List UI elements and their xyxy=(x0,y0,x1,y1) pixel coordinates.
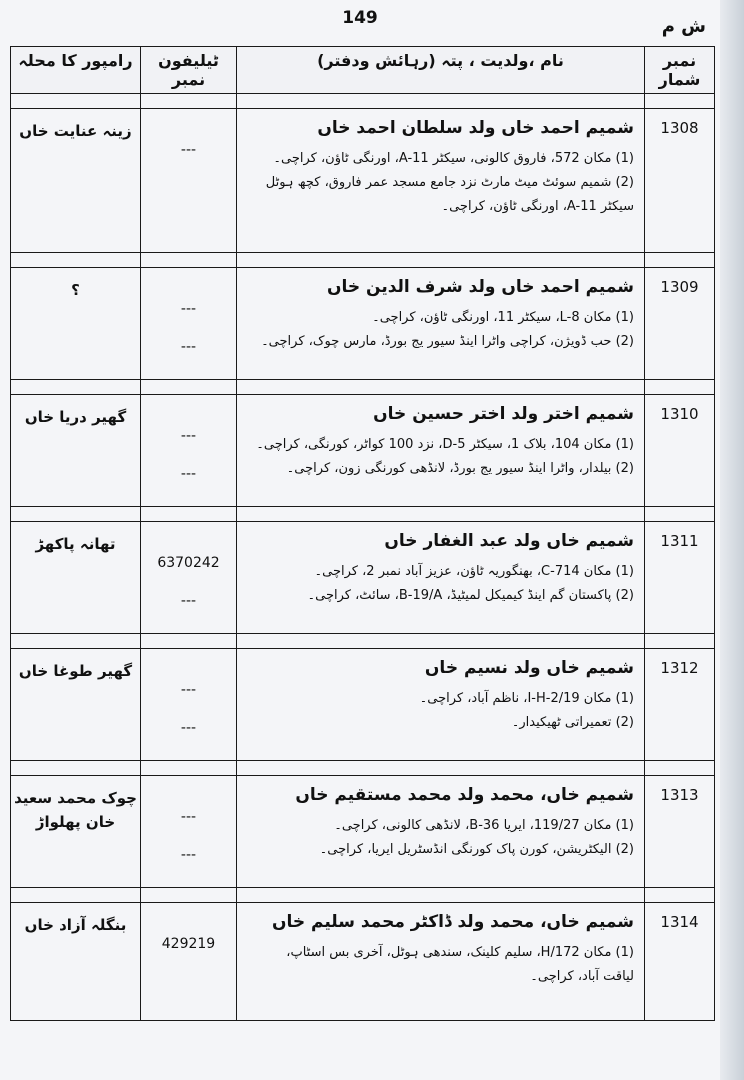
address-line: (2) بیلدار، واٹرا اینڈ سیور یج بورڈ، لانڈھی کورنگی زون، کراچی۔ xyxy=(286,461,634,476)
mohalla-name: زینہ عنایت خاں xyxy=(11,109,141,253)
records-table xyxy=(10,46,715,1021)
entry-cell xyxy=(237,395,645,507)
phone-cell xyxy=(141,522,237,634)
phone-value: --- xyxy=(180,301,197,317)
address-line: (1) مکان C-714، بھنگوریہ ٹاؤن، عزیز آباد نمبر 2، کراچی۔ xyxy=(314,564,634,579)
mohalla-name: گھیر طوغا خاں xyxy=(11,649,141,761)
header-phone: ٹیلیفون نمبر xyxy=(141,47,237,94)
table-row xyxy=(11,522,715,634)
serial-number: 1314 xyxy=(645,903,715,1021)
address-line: (2) شمیم سوئٹ میٹ مارٹ نزد جامع مسجد عمر فاروق، کچھ ہوٹل xyxy=(265,175,634,190)
phone-value: --- xyxy=(180,593,197,609)
entry-name: شمیم اختر ولد اختر حسین خاں xyxy=(373,404,634,424)
mohalla-name: ؟ xyxy=(11,268,141,380)
row-spacer xyxy=(11,253,715,268)
table-row xyxy=(11,109,715,253)
address-line: (2) حب ڈویژن، کراچی واٹرا اینڈ سیور یج بورڈ، مارس چوک، کراچی۔ xyxy=(261,334,634,349)
corner-mark: ش م xyxy=(661,16,706,37)
page-number: 149 xyxy=(342,8,378,28)
row-spacer xyxy=(11,94,715,109)
header-mohalla: رامپور کا محلہ xyxy=(11,47,141,94)
phone-value: --- xyxy=(180,142,197,158)
phone-cell xyxy=(141,395,237,507)
table-row xyxy=(11,776,715,888)
entry-cell xyxy=(237,522,645,634)
header-name-address: نام ،ولدیت ، پتہ (رہائش ودفتر) xyxy=(237,47,645,94)
row-spacer xyxy=(11,634,715,649)
address-line: (1) مکان H/172، سلیم کلینک، سندھی ہوٹل، آخری بس اسٹاپ، xyxy=(286,945,634,960)
mohalla-name: تھانہ پاکھڑ xyxy=(11,522,141,634)
phone-cell xyxy=(141,649,237,761)
row-spacer xyxy=(11,888,715,903)
table-row xyxy=(11,903,715,1021)
table-row xyxy=(11,395,715,507)
address-line: سیکٹر A-11، اورنگی ٹاؤن، کراچی۔ xyxy=(441,199,634,214)
phone-value: --- xyxy=(180,847,197,863)
row-spacer xyxy=(11,380,715,395)
phone-value: --- xyxy=(180,466,197,482)
phone-value: 429219 xyxy=(161,936,216,952)
phone-cell xyxy=(141,903,237,1021)
address-line: (2) پاکستان گم اینڈ کیمیکل لمیٹیڈ، B-19/A، سائٹ، کراچی۔ xyxy=(307,588,634,603)
address-line: (1) مکان L-8، سیکٹر 11، اورنگی ٹاؤن، کراچی۔ xyxy=(372,310,634,325)
phone-cell xyxy=(141,776,237,888)
address-line: (2) تعمیراتی ٹھیکیدار۔ xyxy=(511,715,634,730)
address-line: (1) مکان 104، بلاک 1، سیکٹر D-5، نزد 100 کواٹر، کورنگی، کراچی۔ xyxy=(256,437,634,452)
phone-cell xyxy=(141,109,237,253)
phone-value: 6370242 xyxy=(157,555,220,571)
phone-value: --- xyxy=(180,720,197,736)
entry-cell xyxy=(237,109,645,253)
entry-name: شمیم خاں ولد عبد الغفار خاں xyxy=(384,531,634,551)
serial-number: 1308 xyxy=(645,109,715,253)
entry-name: شمیم خاں، محمد ولد ڈاکٹر محمد سلیم خاں xyxy=(271,912,634,932)
phone-value: --- xyxy=(180,339,197,355)
table-row xyxy=(11,649,715,761)
entry-name: شمیم احمد خاں ولد شرف الدین خاں xyxy=(326,277,634,297)
serial-number: 1311 xyxy=(645,522,715,634)
entry-cell xyxy=(237,903,645,1021)
address-line: (2) الیکٹریشن، کورن پاک کورنگی انڈسٹریل ایریا، کراچی۔ xyxy=(319,842,634,857)
records-body xyxy=(11,94,715,1021)
address-line: (1) مکان I-H-2/19، ناظم آباد، کراچی۔ xyxy=(419,691,634,706)
entry-cell xyxy=(237,649,645,761)
serial-number: 1309 xyxy=(645,268,715,380)
entry-cell xyxy=(237,776,645,888)
address-line: (1) مکان 119/27، ایریا B-36، لانڈھی کالونی، کراچی۔ xyxy=(334,818,634,833)
mohalla-name: گھیر دریا خاں xyxy=(11,395,141,507)
table-header-row xyxy=(11,47,715,94)
page-edge xyxy=(720,0,744,1080)
header-serial: نمبر شمار xyxy=(645,47,715,94)
mohalla-name: بنگلہ آزاد خاں xyxy=(11,903,141,1021)
phone-cell xyxy=(141,268,237,380)
serial-number: 1313 xyxy=(645,776,715,888)
entry-name: شمیم خاں ولد نسیم خاں xyxy=(424,658,634,678)
phone-value: --- xyxy=(180,428,197,444)
serial-number: 1310 xyxy=(645,395,715,507)
address-line: لیاقت آباد، کراچی۔ xyxy=(530,969,634,984)
phone-value: --- xyxy=(180,682,197,698)
entry-name: شمیم خاں، محمد ولد محمد مستقیم خاں xyxy=(295,785,634,805)
phone-value: --- xyxy=(180,809,197,825)
address-line: (1) مکان 572، فاروق کالونی، سیکٹر A-11، اورنگی ٹاؤن، کراچی۔ xyxy=(273,151,634,166)
row-spacer xyxy=(11,761,715,776)
serial-number: 1312 xyxy=(645,649,715,761)
entry-cell xyxy=(237,268,645,380)
mohalla-name: چوک محمد سعید خان پھلواڑ xyxy=(11,776,141,888)
table-row xyxy=(11,268,715,380)
row-spacer xyxy=(11,507,715,522)
entry-name: شمیم احمد خاں ولد سلطان احمد خاں xyxy=(317,118,634,138)
